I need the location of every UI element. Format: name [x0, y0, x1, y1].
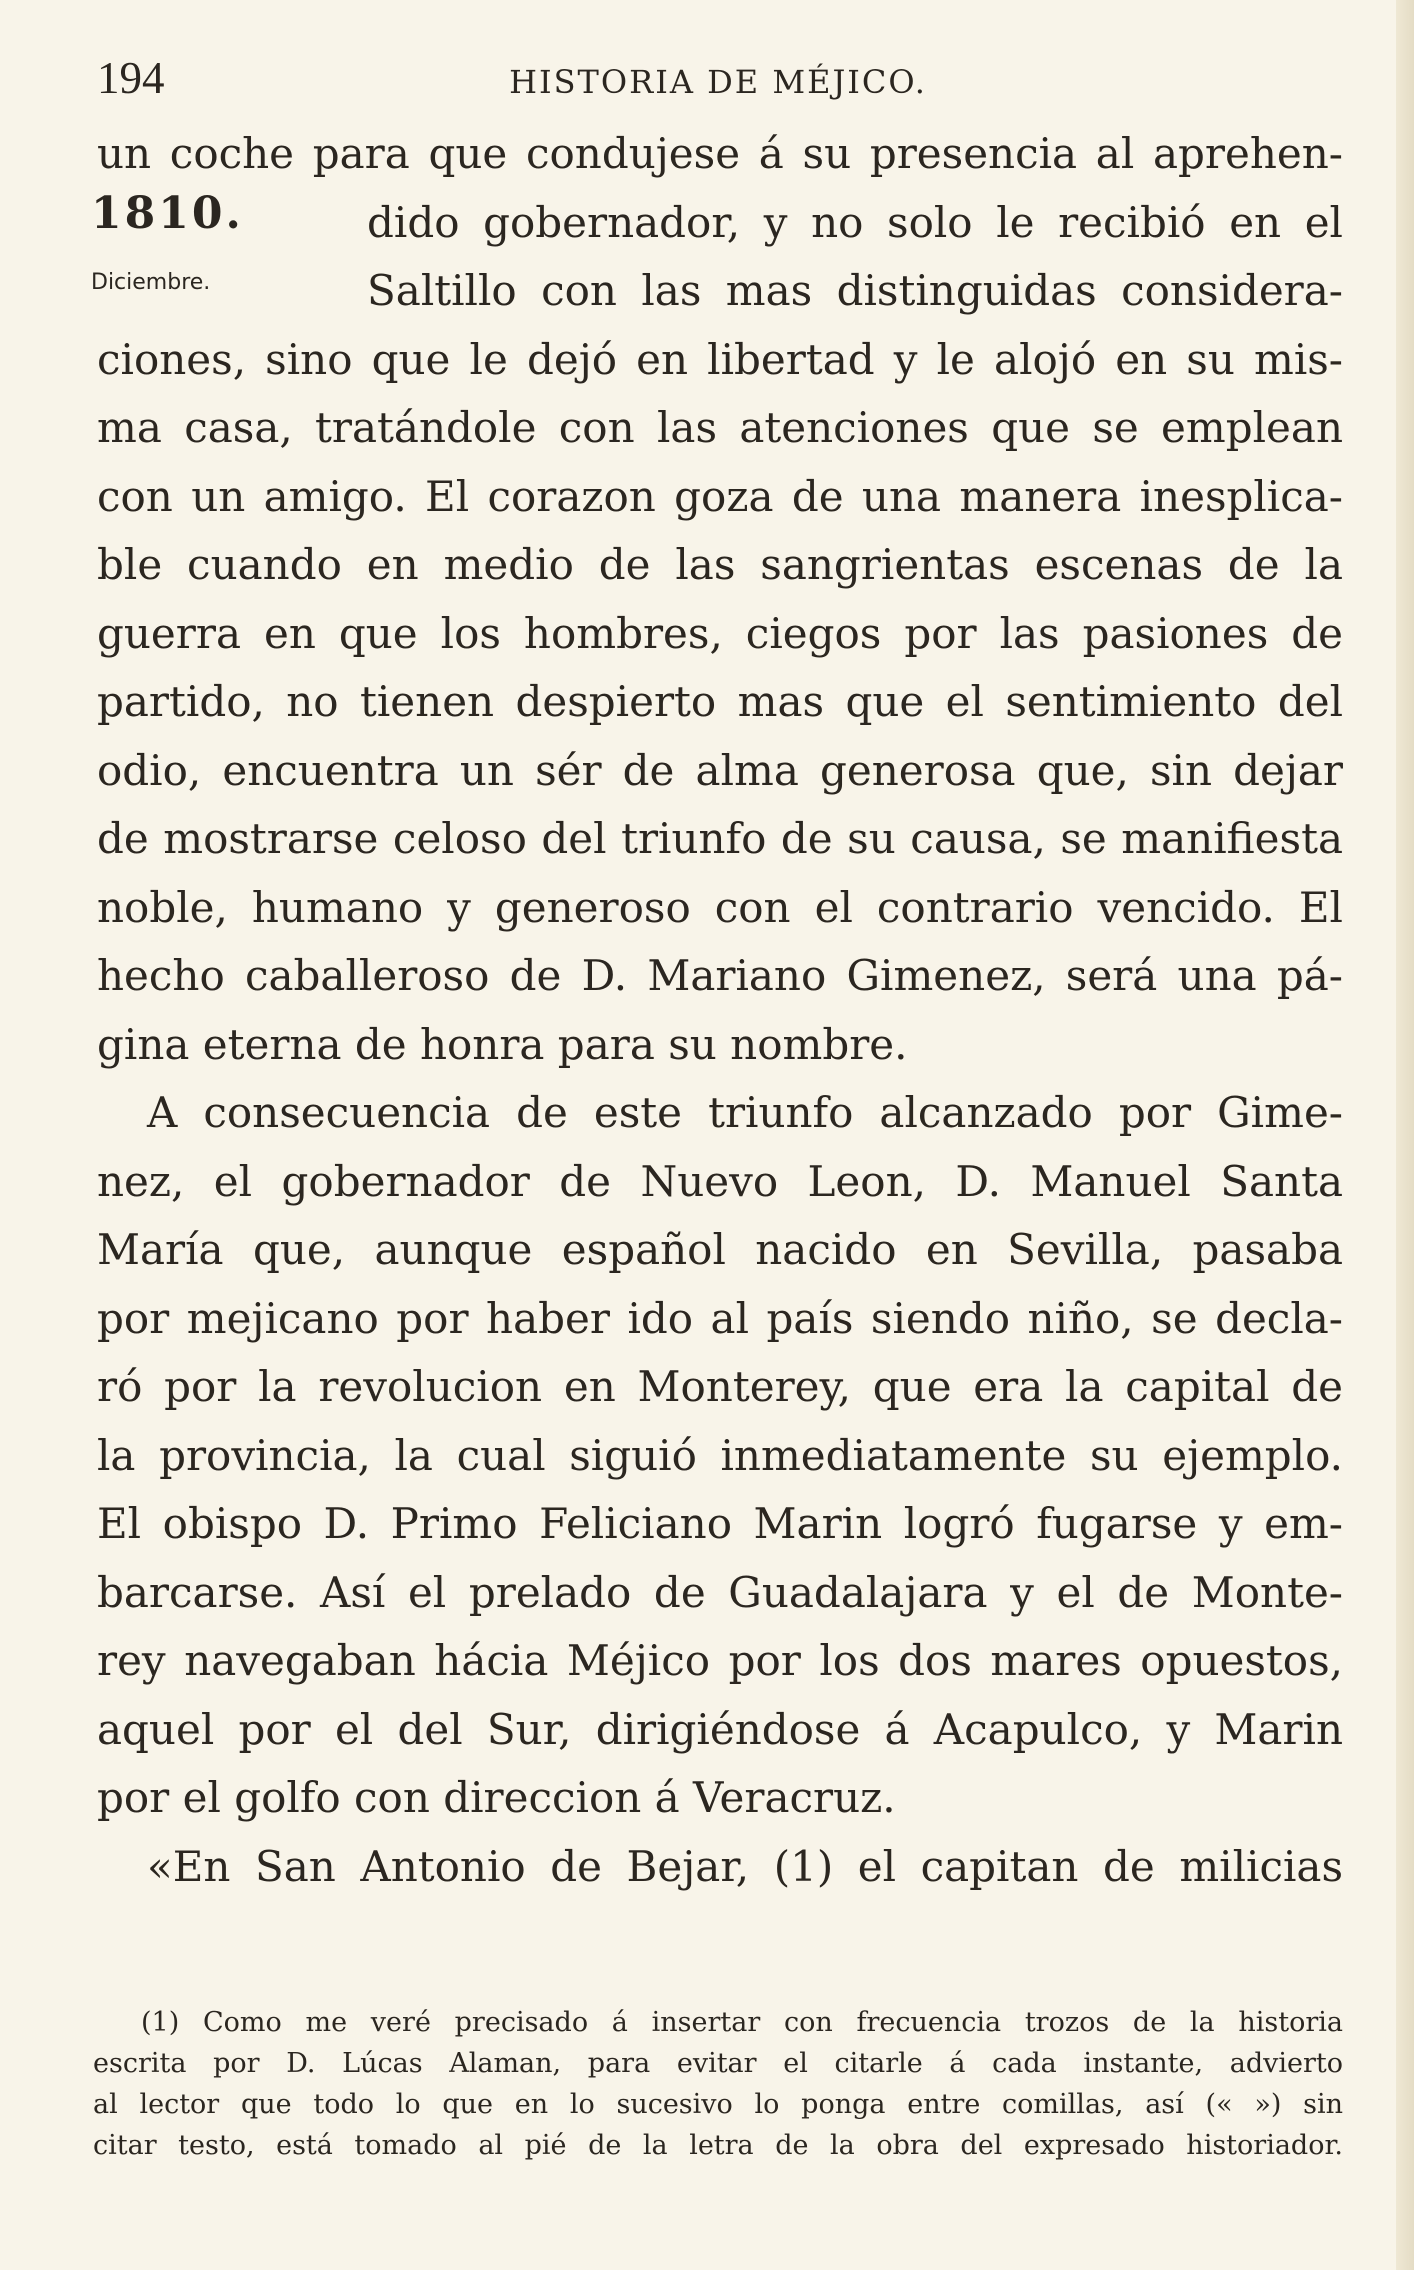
margin-year: 1810. — [91, 188, 244, 239]
text-line: partido, no tienen despierto mas que el sentimiento del — [97, 677, 1343, 726]
text-line: la provincia, la cual siguió inmediatamente su ejemplo. — [97, 1430, 1343, 1480]
text-line: A consecuencia de este triunfo alcanzado por Gime- — [147, 1088, 1343, 1137]
text-line: María que, aunque español nacido en Sevilla, pasaba — [97, 1225, 1343, 1274]
text-line: odio, encuentra un sér de alma generosa que, sin dejar — [97, 745, 1343, 795]
body-text — [97, 120, 1343, 1901]
text-line: ró por la revolucion en Monterey, que era la capital de — [97, 1362, 1343, 1411]
text-line: un coche para que condujese á su presencia al aprehen- — [97, 129, 1343, 178]
text-line: hecho caballeroso de D. Mariano Gimenez, será una pá- — [97, 951, 1343, 1000]
text-line: gina eterna de honra para su nombre. — [97, 1019, 908, 1069]
footnote-line: escrita por D. Lúcas Alaman, para evitar el citarle á cada instante, advierto — [93, 2048, 1343, 2079]
text-line: guerra en que los hombres, ciegos por las pasiones de — [97, 608, 1343, 658]
text-line: dido gobernador, y no solo le recibió en el — [367, 197, 1343, 247]
page-number: 194 — [97, 53, 165, 103]
text-line: ble cuando en medio de las sangrientas escenas de la — [97, 540, 1343, 589]
margin-month: Diciembre. — [91, 270, 211, 295]
text-line: nez, el gobernador de Nuevo Leon, D. Manuel Santa — [97, 1156, 1343, 1206]
text-line: por el golfo con direccion á Veracruz. — [97, 1773, 896, 1822]
footnotes — [93, 2002, 1343, 2166]
footnote-line: al lector que todo lo que en lo sucesivo lo ponga entre comillas, así (« ») sin — [93, 2089, 1343, 2120]
text-line: por mejicano por haber ido al país siendo niño, se decla- — [97, 1293, 1343, 1343]
text-line: barcarse. Así el prelado de Guadalajara y el de Monte- — [97, 1567, 1343, 1617]
footnote-line: citar testo, está tomado al pié de la letra de la obra del expresado historiador. — [93, 2130, 1343, 2161]
text-line: de mostrarse celoso del triunfo de su causa, se manifiesta — [97, 814, 1343, 863]
text-line: con un amigo. El corazon goza de una manera inesplica- — [97, 471, 1343, 521]
text-line: ciones, sino que le dejó en libertad y le alojó en su mis- — [97, 334, 1343, 384]
text-line: «En San Antonio de Bejar, (1) el capitan de milicias — [147, 1841, 1343, 1891]
text-line: aquel por el del Sur, dirigiéndose á Acapulco, y Marin — [97, 1704, 1343, 1754]
text-line: El obispo D. Primo Feliciano Marin logró fugarse y em- — [97, 1499, 1343, 1548]
text-line: ma casa, tratándole con las atenciones que se emplean — [97, 403, 1343, 452]
running-title: HISTORIA DE MÉJICO. — [509, 63, 927, 101]
page-edge-shadow — [1396, 0, 1414, 2270]
page-header — [97, 48, 1339, 108]
text-line: Saltillo con las mas distinguidas considera- — [367, 266, 1343, 315]
footnote-line: (1) Como me veré precisado á insertar con frecuencia trozos de la historia — [141, 2007, 1343, 2038]
text-line: noble, humano y generoso con el contrario vencido. El — [97, 882, 1343, 932]
text-line: rey navegaban hácia Méjico por los dos mares opuestos, — [97, 1636, 1343, 1685]
